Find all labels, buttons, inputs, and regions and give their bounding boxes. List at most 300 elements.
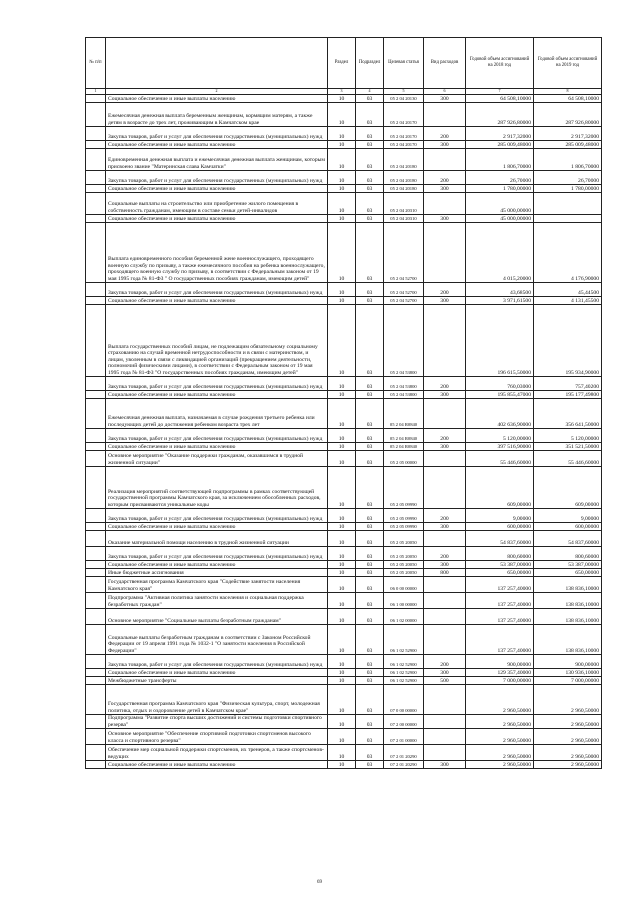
cell-amount-2019: 195 177,49800 (534, 391, 602, 399)
cell-description: Социальное обеспечение и иные выплаты населению (106, 141, 328, 149)
cell-amount-2019: 138 836,10000 (534, 625, 602, 655)
cell-podrazdel: 03 (356, 467, 384, 509)
cell-description: Социальные выплаты безработным гражданам в соответствии с Законом Российской Федерации от 19 апреля 1991 года № 1032-1 "О занятости населения в Российской Федерации" (106, 625, 328, 655)
cell-amount-2018: 7 000,00000 (466, 677, 534, 685)
table-row (86, 655, 602, 669)
cell-amount-2018: 9,00000 (466, 509, 534, 523)
cell-description: Государственная программа Камчатского края "Физическая культура, спорт, молодежная политика, отдых и оздоровление детей в Камчатском крае" (106, 685, 328, 715)
cell-amount-2018: 137 257,40000 (466, 577, 534, 593)
cell-expense-type (424, 193, 466, 215)
table-row (86, 577, 602, 593)
cell-description: Закупка товаров, работ и услуг для обеспечения государственных (муниципальных) нужд (106, 509, 328, 523)
cell-amount-2018: 287 926,80000 (466, 103, 534, 127)
cell-amount-2019: 4 176,90000 (534, 223, 602, 283)
cell-description: Основное мероприятие "Обеспечение спортивной подготовки спортсменов высокого класса и спортивного резерва" (106, 729, 328, 745)
cell-num (86, 669, 106, 677)
header-vid: Вид расходов (424, 38, 466, 89)
cell-description: Основное мероприятие "Социальные выплаты безработным гражданам" (106, 609, 328, 625)
cell-podrazdel: 03 (356, 669, 384, 677)
table-row (86, 305, 602, 377)
cell-description: Подпрограмма "Активная политика занятости населения и социальная поддержка безработных граждан" (106, 593, 328, 609)
cell-target-article: 05 2 05 20050 (384, 569, 424, 577)
cell-target-article: 05 2 04 R0840 (384, 429, 424, 443)
cell-expense-type: 300 (424, 761, 466, 769)
cell-podrazdel: 03 (356, 531, 384, 547)
cell-amount-2019 (534, 193, 602, 215)
cell-amount-2019: 138 836,10000 (534, 609, 602, 625)
table-row (86, 391, 602, 399)
table-row (86, 523, 602, 531)
cell-razdel: 10 (328, 283, 356, 297)
cell-expense-type: 300 (424, 215, 466, 223)
budget-table (85, 37, 602, 769)
cell-num (86, 569, 106, 577)
cell-expense-type: 300 (424, 141, 466, 149)
table-row (86, 283, 602, 297)
cell-target-article: 05 2 04 20170 (384, 103, 424, 127)
cell-amount-2018: 195 855,47000 (466, 391, 534, 399)
cell-amount-2019: 53 387,00000 (534, 561, 602, 569)
cell-razdel: 10 (328, 509, 356, 523)
cell-target-article: 07 2 00 00000 (384, 715, 424, 729)
cell-num (86, 283, 106, 297)
cell-podrazdel: 03 (356, 215, 384, 223)
table-row (86, 467, 602, 509)
cell-amount-2018: 600,00000 (466, 523, 534, 531)
table-row (86, 569, 602, 577)
cell-num (86, 391, 106, 399)
cell-expense-type: 300 (424, 669, 466, 677)
cell-description: Социальное обеспечение и иные выплаты населению (106, 669, 328, 677)
cell-num (86, 297, 106, 305)
cell-target-article: 07 0 00 00000 (384, 685, 424, 715)
cell-amount-2019: 900,00000 (534, 655, 602, 669)
cell-target-article: 05 2 04 20180 (384, 185, 424, 193)
table-row (86, 593, 602, 609)
colnum: 3 (328, 89, 356, 95)
cell-razdel: 10 (328, 193, 356, 215)
cell-amount-2018: 137 257,40000 (466, 593, 534, 609)
cell-podrazdel: 03 (356, 593, 384, 609)
cell-amount-2019: 1 806,70000 (534, 149, 602, 171)
cell-description: Выплата государственных пособий лицам, не подлежащим обязательному социальному страхованию на случай временной нетрудоспособности и в связи с материнством, и лицам, уволенным в связи с ликвидацией организаций (прекращением деятельности, полномочий физическими лицами), в соответствии с Федеральным законом от 19 мая 1995 года № 81-ФЗ "О государственных пособиях гражданам, имеющим детей" (106, 305, 328, 377)
cell-target-article: 05 2 05 20050 (384, 547, 424, 561)
cell-podrazdel: 03 (356, 577, 384, 593)
colnum: 1 (86, 89, 106, 95)
cell-num (86, 399, 106, 429)
cell-podrazdel: 03 (356, 509, 384, 523)
header-y2018: Годовой объем ассигнований на 2018 год (466, 38, 534, 89)
cell-amount-2018: 397 516,90000 (466, 443, 534, 451)
table-row (86, 761, 602, 769)
cell-target-article: 06 1 02 52900 (384, 625, 424, 655)
cell-num (86, 377, 106, 391)
table-row (86, 297, 602, 305)
cell-razdel: 10 (328, 523, 356, 531)
cell-target-article: 05 2 05 20050 (384, 531, 424, 547)
cell-num (86, 305, 106, 377)
cell-podrazdel: 03 (356, 715, 384, 729)
cell-num (86, 745, 106, 761)
table-row (86, 443, 602, 451)
cell-amount-2018: 900,00000 (466, 655, 534, 669)
cell-description: Закупка товаров, работ и услуг для обеспечения государственных (муниципальных) нужд (106, 377, 328, 391)
cell-expense-type (424, 149, 466, 171)
cell-amount-2018: 285 009,48000 (466, 141, 534, 149)
table-row (86, 127, 602, 141)
cell-razdel: 10 (328, 729, 356, 745)
cell-amount-2019: 600,00000 (534, 523, 602, 531)
cell-amount-2018: 4 015,20000 (466, 223, 534, 283)
cell-podrazdel: 03 (356, 761, 384, 769)
table-row (86, 429, 602, 443)
cell-razdel: 10 (328, 531, 356, 547)
colnum: 8 (534, 89, 602, 95)
cell-amount-2019 (534, 215, 602, 223)
cell-target-article: 05 2 05 20050 (384, 561, 424, 569)
cell-description: Ежемесячная денежная выплата, назначаемая в случае рождения третьего ребенка или последующих детей до достижения ребенком возраста трех лет (106, 399, 328, 429)
cell-target-article: 05 2 04 52700 (384, 297, 424, 305)
cell-podrazdel: 03 (356, 103, 384, 127)
cell-amount-2018: 5 120,00000 (466, 429, 534, 443)
table-row (86, 193, 602, 215)
cell-target-article: 05 2 05 09990 (384, 467, 424, 509)
cell-amount-2019: 195 934,90000 (534, 305, 602, 377)
cell-expense-type: 200 (424, 127, 466, 141)
cell-target-article: 06 1 00 00000 (384, 593, 424, 609)
cell-expense-type (424, 223, 466, 283)
cell-podrazdel: 03 (356, 745, 384, 761)
cell-podrazdel: 03 (356, 283, 384, 297)
cell-razdel: 10 (328, 547, 356, 561)
cell-amount-2018: 800,60000 (466, 547, 534, 561)
table-row (86, 669, 602, 677)
cell-podrazdel: 03 (356, 141, 384, 149)
cell-num (86, 103, 106, 127)
cell-description: Единовременная денежная выплата и ежемесячная денежная выплата женщинам, которым присвоено звание "Материнская слава Камчатки" (106, 149, 328, 171)
cell-description: Закупка товаров, работ и услуг для обеспечения государственных (муниципальных) нужд (106, 655, 328, 669)
cell-podrazdel: 03 (356, 429, 384, 443)
cell-target-article: 05 2 04 52700 (384, 223, 424, 283)
cell-podrazdel: 03 (356, 95, 384, 103)
cell-amount-2019: 2 960,50000 (534, 685, 602, 715)
cell-amount-2018: 129 357,40000 (466, 669, 534, 677)
table-row (86, 715, 602, 729)
table-row (86, 95, 602, 103)
cell-amount-2019: 2 960,50000 (534, 761, 602, 769)
header-row (86, 38, 602, 89)
cell-num (86, 593, 106, 609)
header-podrazdel: Подраздел (356, 38, 384, 89)
cell-podrazdel: 03 (356, 399, 384, 429)
cell-amount-2019: 138 836,10000 (534, 577, 602, 593)
cell-podrazdel: 03 (356, 729, 384, 745)
cell-num (86, 761, 106, 769)
cell-razdel: 10 (328, 625, 356, 655)
table-body (86, 95, 602, 769)
cell-num (86, 561, 106, 569)
cell-amount-2018: 137 257,40000 (466, 625, 534, 655)
cell-target-article: 05 2 04 20170 (384, 127, 424, 141)
cell-podrazdel: 03 (356, 451, 384, 467)
table-row (86, 745, 602, 761)
cell-expense-type (424, 729, 466, 745)
cell-expense-type: 300 (424, 95, 466, 103)
cell-amount-2019: 55 446,60000 (534, 451, 602, 467)
cell-podrazdel: 03 (356, 547, 384, 561)
cell-podrazdel: 03 (356, 193, 384, 215)
cell-amount-2018: 1 780,00000 (466, 185, 534, 193)
cell-amount-2018: 3 971,61500 (466, 297, 534, 305)
table-row (86, 223, 602, 283)
cell-target-article: 05 2 04 20180 (384, 171, 424, 185)
cell-amount-2019: 800,60000 (534, 547, 602, 561)
cell-podrazdel: 03 (356, 185, 384, 193)
cell-amount-2018: 609,00000 (466, 467, 534, 509)
cell-podrazdel: 03 (356, 561, 384, 569)
cell-target-article: 05 2 05 09990 (384, 523, 424, 531)
cell-podrazdel: 03 (356, 223, 384, 283)
cell-description: Закупка товаров, работ и услуг для обеспечения государственных (муниципальных) нужд (106, 429, 328, 443)
cell-num (86, 625, 106, 655)
cell-razdel: 10 (328, 377, 356, 391)
cell-podrazdel: 03 (356, 391, 384, 399)
cell-amount-2018: 2 960,50000 (466, 745, 534, 761)
cell-target-article: 05 2 05 09990 (384, 509, 424, 523)
cell-expense-type (424, 467, 466, 509)
cell-num (86, 95, 106, 103)
cell-podrazdel: 03 (356, 297, 384, 305)
cell-razdel: 10 (328, 127, 356, 141)
cell-num (86, 729, 106, 745)
cell-amount-2018: 45 000,00000 (466, 193, 534, 215)
cell-description: Социальное обеспечение и иные выплаты населению (106, 391, 328, 399)
cell-description: Закупка товаров, работ и услуг для обеспечения государственных (муниципальных) нужд (106, 127, 328, 141)
cell-amount-2018: 137 257,40000 (466, 609, 534, 625)
cell-description: Закупка товаров, работ и услуг для обеспечения государственных (муниципальных) нужд (106, 547, 328, 561)
cell-expense-type: 200 (424, 377, 466, 391)
table-row (86, 103, 602, 127)
cell-target-article: 05 2 04 20180 (384, 149, 424, 171)
cell-num (86, 509, 106, 523)
cell-num (86, 429, 106, 443)
cell-amount-2019: 1 780,00000 (534, 185, 602, 193)
table-row (86, 399, 602, 429)
cell-description: Социальное обеспечение и иные выплаты населению (106, 297, 328, 305)
cell-num (86, 215, 106, 223)
cell-amount-2019: 285 009,48000 (534, 141, 602, 149)
cell-expense-type: 300 (424, 523, 466, 531)
cell-num (86, 223, 106, 283)
cell-amount-2019: 609,00000 (534, 467, 602, 509)
cell-description: Закупка товаров, работ и услуг для обеспечения государственных (муниципальных) нужд (106, 283, 328, 297)
colnum: 4 (356, 89, 384, 95)
cell-expense-type: 200 (424, 547, 466, 561)
cell-expense-type (424, 625, 466, 655)
table-row (86, 171, 602, 185)
cell-razdel: 10 (328, 609, 356, 625)
cell-razdel: 10 (328, 677, 356, 685)
cell-target-article: 06 1 02 00000 (384, 609, 424, 625)
cell-podrazdel: 03 (356, 443, 384, 451)
cell-num (86, 467, 106, 509)
cell-expense-type (424, 399, 466, 429)
cell-razdel: 10 (328, 569, 356, 577)
cell-description: Ежемесячная денежная выплата беременным женщинам, кормящим матерям, а также детям в возрасте до трех лет, проживающим в Камчатском крае (106, 103, 328, 127)
cell-razdel: 10 (328, 171, 356, 185)
cell-amount-2018: 2 960,50000 (466, 761, 534, 769)
cell-description: Обеспечение мер социальной поддержки спортсменов, их тренеров, а также спортсменов-ведущих (106, 745, 328, 761)
cell-razdel: 10 (328, 745, 356, 761)
table-row (86, 215, 602, 223)
cell-description: Социальное обеспечение и иные выплаты населению (106, 523, 328, 531)
cell-expense-type: 300 (424, 443, 466, 451)
table-row (86, 677, 602, 685)
table-row (86, 185, 602, 193)
cell-razdel: 10 (328, 149, 356, 171)
cell-razdel: 10 (328, 467, 356, 509)
cell-description: Подпрограмма "Развитие спорта высших достижений и системы подготовки спортивного резерва" (106, 715, 328, 729)
cell-target-article: 05 2 05 00000 (384, 451, 424, 467)
cell-target-article: 05 2 04 53800 (384, 391, 424, 399)
cell-num (86, 531, 106, 547)
cell-amount-2019: 54 837,60000 (534, 531, 602, 547)
cell-amount-2019: 9,00000 (534, 509, 602, 523)
cell-expense-type: 300 (424, 185, 466, 193)
cell-expense-type: 300 (424, 297, 466, 305)
cell-expense-type (424, 609, 466, 625)
cell-expense-type (424, 715, 466, 729)
table-row (86, 531, 602, 547)
table-row (86, 547, 602, 561)
cell-podrazdel: 03 (356, 609, 384, 625)
cell-podrazdel: 03 (356, 523, 384, 531)
cell-amount-2019: 130 936,10000 (534, 669, 602, 677)
cell-target-article: 05 2 04 20310 (384, 215, 424, 223)
cell-num (86, 185, 106, 193)
table-row (86, 609, 602, 625)
cell-razdel: 10 (328, 761, 356, 769)
header-name (106, 38, 328, 89)
cell-podrazdel: 03 (356, 677, 384, 685)
cell-razdel: 10 (328, 215, 356, 223)
cell-description: Реализация мероприятий соответствующей подпрограммы в рамках соответствующей государственной программы Камчатского края, за исключением обособленных расходов, которым присваиваются уникальные коды (106, 467, 328, 509)
cell-description: Государственная программа Камчатского края "Содействие занятости населения Камчатского края" (106, 577, 328, 593)
cell-num (86, 451, 106, 467)
cell-expense-type: 500 (424, 677, 466, 685)
colnum: 6 (424, 89, 466, 95)
cell-num (86, 685, 106, 715)
cell-num (86, 609, 106, 625)
cell-num (86, 141, 106, 149)
cell-razdel: 10 (328, 655, 356, 669)
cell-expense-type: 300 (424, 561, 466, 569)
cell-num (86, 715, 106, 729)
cell-razdel: 10 (328, 223, 356, 283)
table-row (86, 561, 602, 569)
header-cel: Целевая статья (384, 38, 424, 89)
cell-amount-2018: 53 387,00000 (466, 561, 534, 569)
cell-target-article: 05 2 04 52700 (384, 283, 424, 297)
cell-amount-2018: 2 960,50000 (466, 685, 534, 715)
cell-amount-2018: 54 837,60000 (466, 531, 534, 547)
cell-amount-2018: 2 960,50000 (466, 715, 534, 729)
cell-num (86, 677, 106, 685)
cell-description: Социальное обеспечение и иные выплаты населению (106, 95, 328, 103)
cell-num (86, 149, 106, 171)
cell-description: Социальное обеспечение и иные выплаты населению (106, 561, 328, 569)
cell-razdel: 10 (328, 297, 356, 305)
document-page (85, 37, 601, 769)
cell-razdel: 10 (328, 669, 356, 677)
cell-razdel: 10 (328, 685, 356, 715)
cell-target-article: 07 2 01 00000 (384, 729, 424, 745)
cell-expense-type: 300 (424, 391, 466, 399)
cell-expense-type (424, 593, 466, 609)
cell-amount-2019: 138 836,10000 (534, 593, 602, 609)
cell-target-article: 05 2 04 20130 (384, 95, 424, 103)
cell-description: Социальные выплаты на строительство или приобретение жилого помещения в собственность гражданам, имеющим в составе семьи детей-инвалидов (106, 193, 328, 215)
header-y2019: Годовой объем ассигнований на 2019 год (534, 38, 602, 89)
cell-razdel: 10 (328, 451, 356, 467)
cell-expense-type: 200 (424, 655, 466, 669)
cell-amount-2018: 1 806,70000 (466, 149, 534, 171)
cell-target-article: 07 2 01 20290 (384, 745, 424, 761)
cell-amount-2018: 760,03000 (466, 377, 534, 391)
cell-expense-type: 800 (424, 569, 466, 577)
cell-expense-type (424, 305, 466, 377)
cell-target-article: 05 2 04 53800 (384, 305, 424, 377)
cell-expense-type (424, 451, 466, 467)
cell-target-article: 06 0 00 00000 (384, 577, 424, 593)
table-row (86, 451, 602, 467)
cell-podrazdel: 03 (356, 625, 384, 655)
cell-amount-2019: 2 960,50000 (534, 729, 602, 745)
cell-num (86, 577, 106, 593)
cell-target-article: 05 2 04 R0840 (384, 443, 424, 451)
cell-podrazdel: 03 (356, 655, 384, 669)
cell-description: Социальное обеспечение и иные выплаты населению (106, 215, 328, 223)
cell-target-article: 07 2 01 20290 (384, 761, 424, 769)
cell-expense-type: 200 (424, 509, 466, 523)
cell-razdel: 10 (328, 429, 356, 443)
cell-amount-2018: 2 960,50000 (466, 729, 534, 745)
cell-razdel: 10 (328, 95, 356, 103)
table-row (86, 149, 602, 171)
cell-podrazdel: 03 (356, 149, 384, 171)
cell-razdel: 10 (328, 443, 356, 451)
cell-amount-2019: 26,70000 (534, 171, 602, 185)
table-row (86, 509, 602, 523)
colnum: 2 (106, 89, 328, 95)
cell-amount-2019: 5 120,00000 (534, 429, 602, 443)
cell-description: Межбюджетные трансферты (106, 677, 328, 685)
table-row (86, 729, 602, 745)
cell-num (86, 171, 106, 185)
cell-target-article: 06 1 02 52900 (384, 655, 424, 669)
cell-podrazdel: 03 (356, 171, 384, 185)
cell-expense-type: 200 (424, 171, 466, 185)
header-num: № п/п (86, 38, 106, 89)
cell-razdel: 10 (328, 593, 356, 609)
cell-expense-type (424, 531, 466, 547)
cell-razdel: 10 (328, 715, 356, 729)
table-row (86, 625, 602, 655)
cell-description: Закупка товаров, работ и услуг для обеспечения государственных (муниципальных) нужд (106, 171, 328, 185)
cell-amount-2018: 45 000,00000 (466, 215, 534, 223)
cell-expense-type: 200 (424, 283, 466, 297)
cell-amount-2019: 351 521,50000 (534, 443, 602, 451)
